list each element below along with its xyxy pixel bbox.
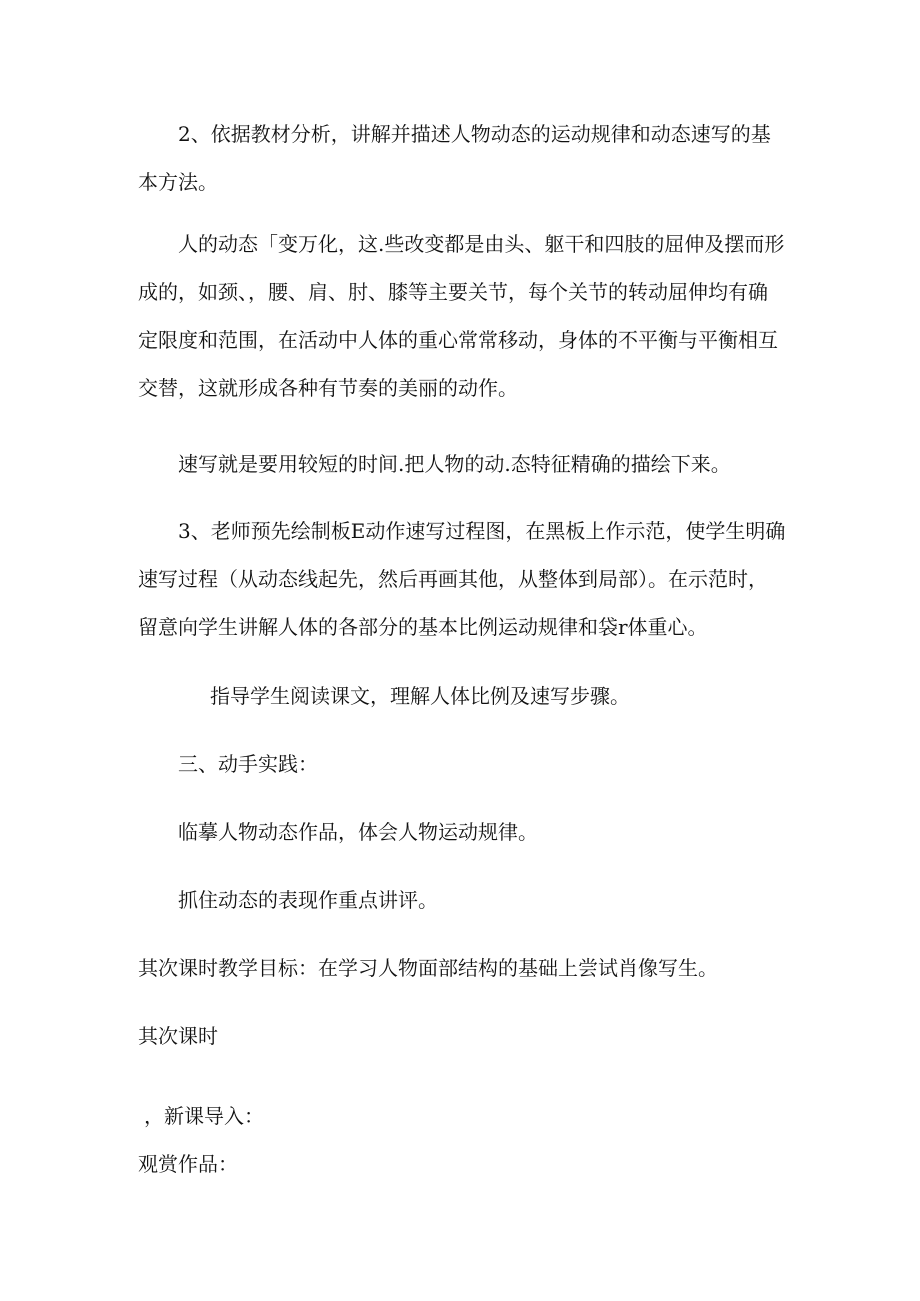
paragraph-second-lesson-goal xyxy=(138,944,788,992)
paragraph-new-lesson-intro xyxy=(138,1092,788,1140)
paragraph-line: 2、依据教材分析，讲解并描述人物动态的运动规律和动态速写的基 xyxy=(178,122,771,146)
paragraph-review xyxy=(138,876,788,924)
paragraph-copy-works xyxy=(138,808,788,856)
paragraph-line: 三、动手实践： xyxy=(178,752,318,776)
paragraph-line: 其次课时教学目标：在学习人物面部结构的基础上尝试肖像写生。 xyxy=(138,956,718,980)
paragraph-line: 观赏作品： xyxy=(138,1152,238,1176)
paragraph-line: 指导学生阅读课文，理解人体比例及速写步骤。 xyxy=(210,684,630,708)
paragraph-sketch-definition xyxy=(138,440,788,488)
paragraph-line: 留意向学生讲解人体的各部分的基本比例运动规律和袋r体重心。 xyxy=(138,615,708,639)
heading-second-lesson xyxy=(138,1012,788,1060)
paragraph-line: 其次课时 xyxy=(138,1024,218,1048)
paragraph-line: 临摹人物动态作品，体会人物运动规律。 xyxy=(178,820,538,844)
section-heading-practice xyxy=(138,740,788,788)
paragraph-line: 定限度和范围，在活动中人体的重心常常移动，身体的不平衡与平衡相互 xyxy=(138,328,778,352)
paragraph-line: 速写就是要用较短的时间.把人物的动.态特征精确的描绘下来。 xyxy=(178,452,731,476)
paragraph-appreciate-works xyxy=(138,1140,788,1188)
paragraph-line: 本方法。 xyxy=(138,170,218,194)
paragraph-line: 交替，这就形成各种有节奏的美丽的动作。 xyxy=(138,376,518,400)
paragraph-line: 抓住动态的表现作重点讲评。 xyxy=(178,888,438,912)
paragraph-step-3 xyxy=(138,507,788,651)
paragraph-line: ，新课导入： xyxy=(144,1104,264,1128)
paragraph-reading-guide xyxy=(138,672,788,720)
paragraph-line: 3、老师预先绘制板E动作速写过程图，在黑板上作示范，使学生明确 xyxy=(178,519,786,543)
paragraph-line: 成的，如颈、，腰、肩、肘、膝等主要关节，每个关节的转动屈伸均有确 xyxy=(138,280,768,304)
paragraph-line: 速写过程（从动态线起先，然后再画其他，从整体到局部）。在示范时， xyxy=(138,567,768,591)
paragraph-body-dynamics xyxy=(138,220,788,412)
paragraph-line: 人的动态「变万化，这.些改变都是由头、躯干和四肢的屈伸及摆而形 xyxy=(178,232,785,256)
paragraph-step-2 xyxy=(138,110,788,206)
